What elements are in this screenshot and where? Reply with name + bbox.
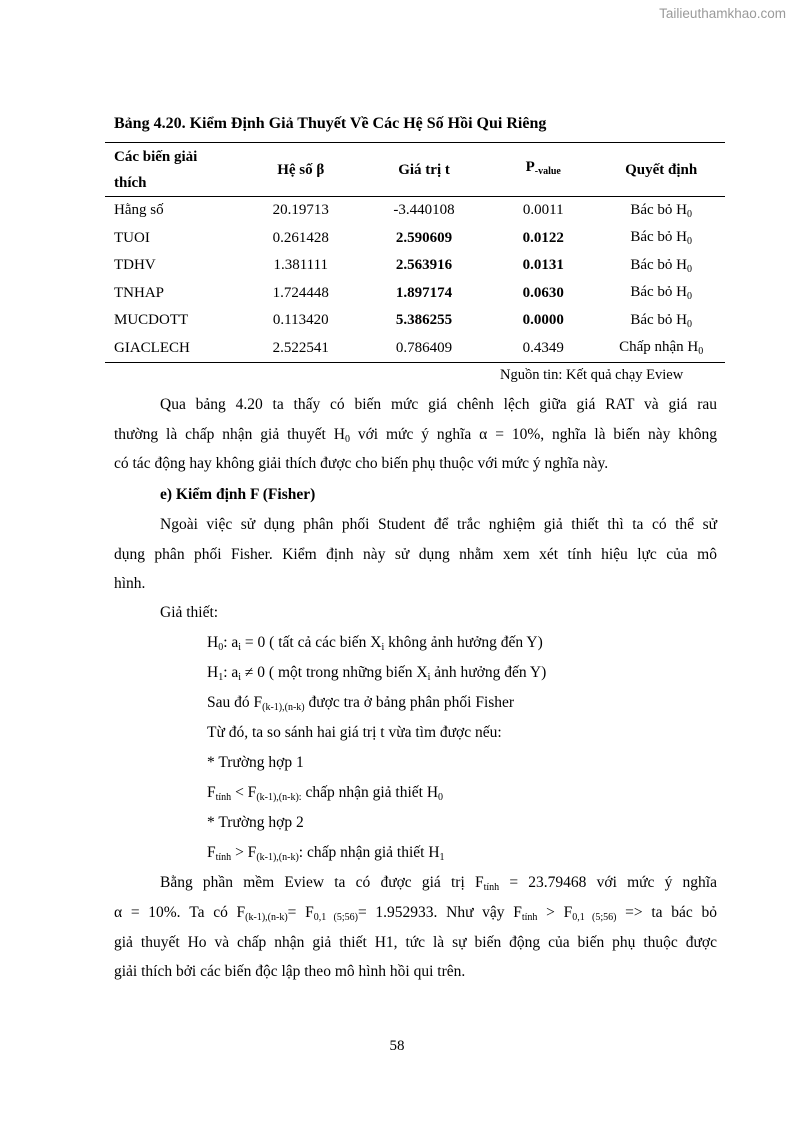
cell-t: 1.897174 bbox=[395, 284, 453, 301]
hypothesis-label: Giả thiết: bbox=[160, 604, 219, 621]
cell-variable: MUCDOTT bbox=[114, 312, 189, 329]
fisher-lookup: Sau đó $F_{(k-1),(n-k)}$ được tra ở bảng phân phối Fisher bbox=[207, 694, 515, 713]
case-1-rule: $F_{tính} < F_{(k-1),(n-k):}$ chấp nhận giả thiết $H_0$ bbox=[207, 784, 444, 803]
cell-t: 2.563916 bbox=[395, 257, 453, 274]
cell-beta: 1.724448 bbox=[272, 284, 329, 301]
paragraph-line: α = 10%. Ta có $F_{(k-1),(n-k)}= F_{0,1 (5;56)}= 1.952933$. Như vậy $F_{tính} > F_{0,1 (5;56)}$ => ta bác bỏ bbox=[114, 904, 717, 923]
cell-beta: 0.113420 bbox=[272, 312, 329, 329]
table-caption: Bảng 4.20. Kiểm Định Giả Thuyết Về Các Hệ Số Hồi Qui Riêng bbox=[114, 115, 547, 132]
cell-decision: Bác bỏ $H_0$ bbox=[630, 201, 692, 220]
header-variables: Các biến giải thích bbox=[105, 143, 243, 197]
case-2-rule: $F_{tính} > F_{(k-1),(n-k)}$: chấp nhận giả thiết $H_1$ bbox=[207, 844, 445, 863]
cell-beta: 20.19713 bbox=[272, 202, 329, 219]
header-t-value: Giá trị t bbox=[359, 143, 489, 197]
cell-t: 5.386255 bbox=[395, 312, 453, 329]
table-row bbox=[105, 252, 725, 280]
watermark: Tailieuthamkhao.com bbox=[659, 6, 786, 21]
cell-decision: Bác bỏ $H_0$ bbox=[630, 256, 692, 275]
paragraph-line: Qua bảng 4.20 ta thấy có biến mức giá chênh lệch giữa giá RAT và giá rau bbox=[160, 396, 717, 413]
table-header-row bbox=[105, 143, 725, 197]
cell-variable: TNHAP bbox=[114, 284, 165, 301]
section-heading: e) Kiểm định F (Fisher) bbox=[160, 486, 316, 503]
cell-variable: TDHV bbox=[114, 257, 156, 274]
paragraph-line: giải thích bởi các biến độc lập theo mô hình hồi qui trên. bbox=[114, 963, 466, 980]
table-row bbox=[105, 280, 725, 308]
cell-decision: Chấp nhận $H_0$ bbox=[597, 335, 725, 363]
compare-text: Từ đó, ta so sánh hai giá trị t vừa tìm được nếu: bbox=[207, 724, 502, 741]
paragraph-line: có tác động hay không giải thích được cho biến phụ thuộc với mức ý nghĩa này. bbox=[114, 455, 609, 472]
cell-variable: TUOI bbox=[114, 229, 150, 246]
cell-decision: Bác bỏ $H_0$ bbox=[630, 284, 692, 303]
cell-decision: Bác bỏ $H_0$ bbox=[630, 229, 692, 248]
cell-variable: GIACLECH bbox=[105, 335, 243, 363]
cell-beta: 2.522541 bbox=[243, 335, 359, 363]
table-row bbox=[105, 225, 725, 253]
page-number: 58 bbox=[389, 1038, 405, 1054]
header-beta: Hệ số β bbox=[243, 143, 359, 197]
case-1-label: * Trường hợp 1 bbox=[207, 754, 304, 771]
paragraph-line: hình. bbox=[114, 575, 146, 592]
cell-beta: 0.261428 bbox=[272, 229, 329, 246]
paragraph-line: Ngoài việc sử dụng phân phối Student để trắc nghiệm giả thiết thì ta có thể sử bbox=[160, 516, 717, 533]
paragraph-line: dụng phân phối Fisher. Kiểm định này sử dụng nhằm xem xét tính hiệu lực của mô bbox=[114, 546, 717, 563]
cell-p: 0.0630 bbox=[522, 284, 564, 301]
cell-t: 2.590609 bbox=[395, 229, 453, 246]
cell-p: 0.0011 bbox=[522, 202, 564, 219]
paragraph-line: Bằng phần mềm Eview ta có được giá trị $F_{tính} = 23.79468$ với mức ý nghĩa bbox=[160, 874, 717, 893]
cell-variable: Hằng số bbox=[114, 202, 164, 219]
paragraph-line: thường là chấp nhận giả thuyết $H_0$ với mức ý nghĩa α = 10%, nghĩa là biến này không bbox=[114, 426, 717, 445]
cell-p: 0.4349 bbox=[489, 335, 597, 363]
hypothesis-h1: $H_1$: $a_i \ne 0$ ( một trong những biến $X_i$ ảnh hưởng đến Y) bbox=[207, 664, 547, 683]
cell-t: 0.786409 bbox=[359, 335, 489, 363]
table-row bbox=[105, 307, 725, 335]
hypothesis-h0: $H_0$: $a_i = 0$ ( tất cả các biến $X_i$ không ảnh hưởng đến Y) bbox=[207, 634, 543, 653]
cell-p: 0.0000 bbox=[522, 312, 564, 329]
header-decision: Quyết định bbox=[597, 143, 725, 197]
table-source-note: Nguồn tin: Kết quả chạy Eview bbox=[500, 367, 684, 383]
cell-decision: Bác bỏ $H_0$ bbox=[630, 311, 692, 330]
regression-table bbox=[105, 142, 725, 363]
cell-p: 0.0122 bbox=[522, 229, 564, 246]
case-2-label: * Trường hợp 2 bbox=[207, 814, 304, 831]
cell-beta: 1.381111 bbox=[273, 257, 329, 274]
table-row bbox=[105, 197, 725, 225]
table-row bbox=[105, 335, 725, 363]
paragraph-line: giả thuyết Ho và chấp nhận giả thiết H1, tức là sự biến động của biến phụ thuộc được bbox=[114, 934, 717, 951]
cell-p: 0.0131 bbox=[522, 257, 564, 274]
cell-t: -3.440108 bbox=[393, 202, 455, 219]
header-p-value: $P_{-value}$ bbox=[489, 143, 597, 197]
